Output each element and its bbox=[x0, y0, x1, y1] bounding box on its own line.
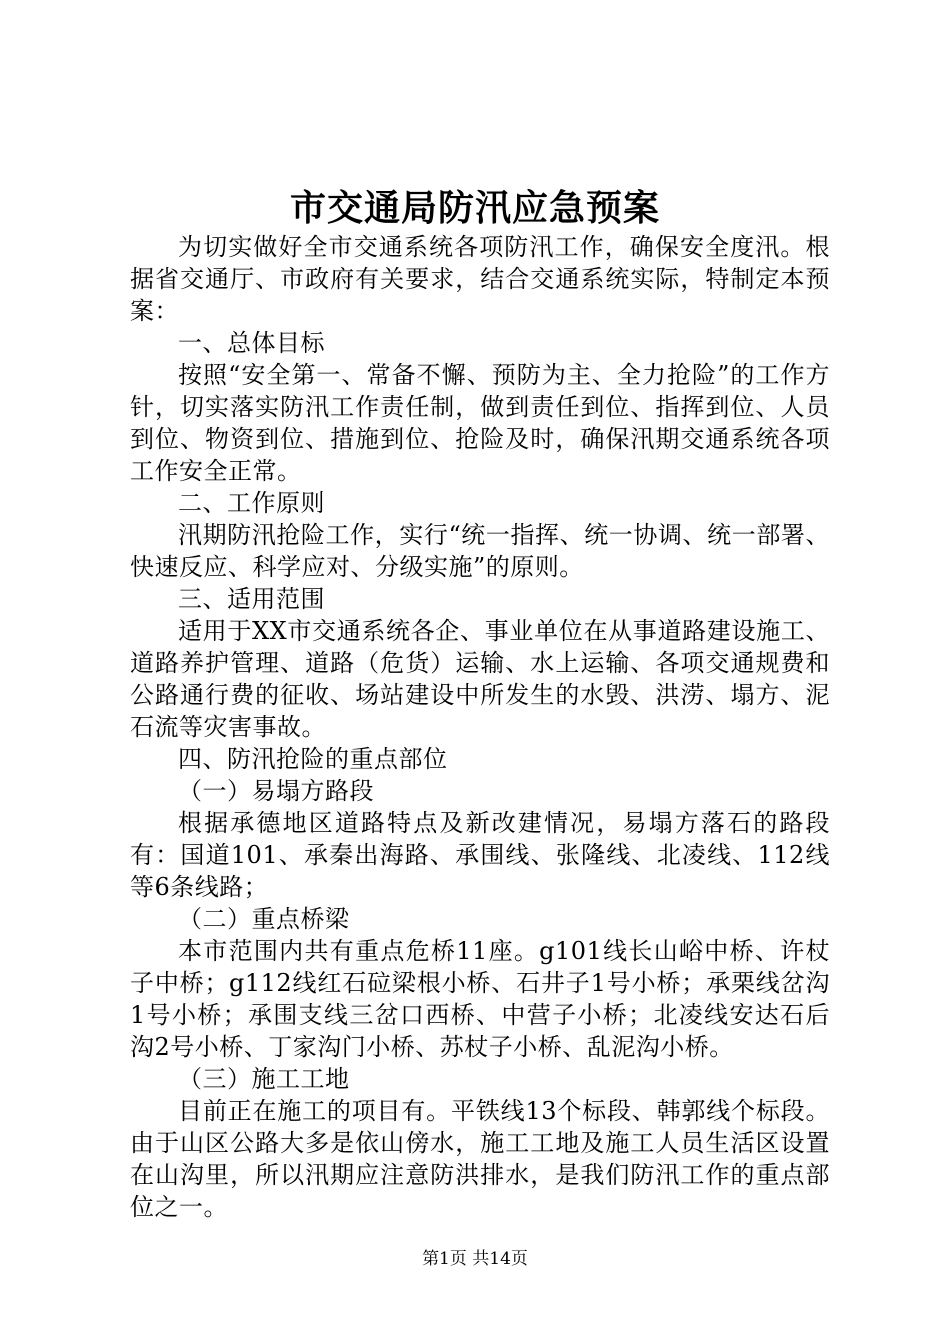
section-heading-2: 二、工作原则 bbox=[178, 489, 325, 517]
subsection-heading-4-1: （一）易塌方路段 bbox=[178, 777, 374, 805]
section-heading-1: 一、总体目标 bbox=[178, 329, 325, 357]
paragraph-subsection-4-3: 目前正在施工的项目有。平铁线13个标段、韩郭线个标段。由于山区公路大多是依山傍水，施工工地及施工人员生活区设置在山沟里，所以汛期应注意防洪排水，是我们防汛工作的重点部位之一。 bbox=[130, 1097, 830, 1221]
subsection-heading-4-3: （三）施工工地 bbox=[178, 1065, 350, 1093]
section-heading-4: 四、防汛抢险的重点部位 bbox=[178, 745, 448, 773]
paragraph-section-1: 按照“安全第一、常备不懈、预防为主、全力抢险”的工作方针，切实落实防汛工作责任制，做到责任到位、指挥到位、人员到位、物资到位、措施到位、抢险及时，确保汛期交通系统各项工作安全正常。 bbox=[130, 361, 830, 485]
paragraph-subsection-4-1: 根据承德地区道路特点及新改建情况，易塌方落石的路段有：国道101、承秦出海路、承围线、张隆线、北凌线、112线等6条线路； bbox=[130, 809, 830, 901]
document-title: 市交通局防汛应急预案 bbox=[289, 187, 660, 229]
subsection-heading-4-2: （二）重点桥梁 bbox=[178, 905, 350, 933]
section-heading-3: 三、适用范围 bbox=[178, 585, 325, 613]
paragraph-section-2: 汛期防汛抢险工作，实行“统一指挥、统一协调、统一部署、快速反应、科学应对、分级实施”的原则。 bbox=[130, 521, 830, 581]
paragraph-section-3: 适用于XX市交通系统各企、事业单位在从事道路建设施工、道路养护管理、道路（危货）运输、水上运输、各项交通规费和公路通行费的征收、场站建设中所发生的水毁、洪涝、塌方、泥石流等灾害事故。 bbox=[130, 617, 830, 741]
page-number-footer: 第1页 共14页 bbox=[422, 1249, 528, 1269]
paragraph-intro: 为切实做好全市交通系统各项防汛工作，确保安全度汛。根据省交通厅、市政府有关要求，结合交通系统实际，特制定本预案： bbox=[130, 233, 830, 325]
document-body bbox=[130, 231, 830, 1223]
paragraph-subsection-4-2: 本市范围内共有重点危桥11座。g101线长山峪中桥、许杖子中桥；g112线红石砬梁根小桥、石井子1号小桥；承栗线岔沟1号小桥；承围支线三岔口西桥、中营子小桥；北凌线安达石后沟2号小桥、丁家沟门小桥、苏杖子小桥、乱泥沟小桥。 bbox=[130, 937, 830, 1061]
